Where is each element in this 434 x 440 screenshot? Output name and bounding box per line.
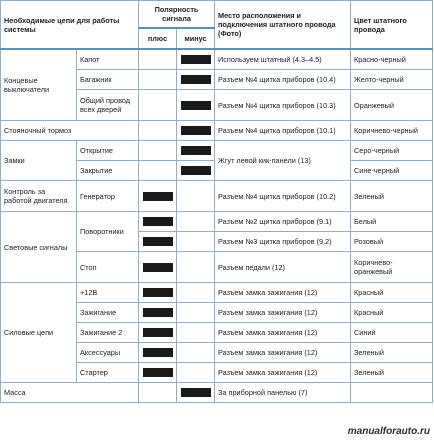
table-row [1, 49, 433, 70]
wire-color-cell: Зеленый [351, 363, 433, 383]
wire-color-cell [351, 383, 433, 403]
subsystem-cell: Стоп [77, 252, 139, 283]
polarity-marker [143, 288, 173, 297]
location-cell: Разъем №2 щитка приборов (9.1) [215, 212, 351, 232]
polarity-marker [143, 348, 173, 357]
plus-cell [139, 49, 177, 70]
header-systems: Необходимые цепи для работы системы [1, 1, 139, 50]
wire-color-cell: Синий [351, 323, 433, 343]
plus-cell [139, 70, 177, 90]
minus-cell [177, 161, 215, 181]
location-cell: Разъем №3 щитка приборов (9.2) [215, 232, 351, 252]
plus-cell [139, 141, 177, 161]
table-row [1, 121, 433, 141]
polarity-marker [143, 237, 173, 246]
location-cell: Разъем замка зажигания (12) [215, 343, 351, 363]
subsystem-cell: Открытие [77, 141, 139, 161]
location-cell: Используем штатный (4.3–4.5) [215, 49, 351, 70]
group-cell: Масса [1, 383, 139, 403]
subsystem-cell: Общий провод всех дверей [77, 90, 139, 121]
minus-cell [177, 252, 215, 283]
minus-cell [177, 212, 215, 232]
wire-color-cell: Розовый [351, 232, 433, 252]
table-row [1, 141, 433, 161]
minus-cell [177, 70, 215, 90]
location-cell: Разъем №4 щитка приборов (10.2) [215, 181, 351, 212]
polarity-marker [143, 328, 173, 337]
group-cell: Силовые цепи [1, 283, 77, 383]
polarity-marker [143, 368, 173, 377]
subsystem-cell: Зажигание [77, 303, 139, 323]
table-row [1, 283, 433, 303]
wire-color-cell: Желто-черный [351, 70, 433, 90]
polarity-marker [143, 263, 173, 272]
wire-color-cell: Серо-черный [351, 141, 433, 161]
table-row [1, 212, 433, 232]
minus-cell [177, 90, 215, 121]
table-row [1, 181, 433, 212]
header-minus: минус [177, 28, 215, 49]
location-cell: Разъем замка зажигания (12) [215, 323, 351, 343]
wire-color-cell: Красный [351, 303, 433, 323]
group-cell: Замки [1, 141, 77, 181]
wire-color-cell: Коричнево-черный [351, 121, 433, 141]
subsystem-cell: Капот [77, 49, 139, 70]
minus-cell [177, 49, 215, 70]
subsystem-cell: Генератор [77, 181, 139, 212]
group-cell: Световые сигналы [1, 212, 77, 283]
plus-cell [139, 323, 177, 343]
table-row [1, 383, 433, 403]
location-cell: Разъем замка зажигания (12) [215, 303, 351, 323]
group-cell: Стояночный тормоз [1, 121, 139, 141]
minus-cell [177, 363, 215, 383]
polarity-marker [181, 146, 211, 155]
wire-color-cell: Зеленый [351, 343, 433, 363]
location-cell: Разъем №4 щитка приборов (10.4) [215, 70, 351, 90]
wire-color-cell: Красно-черный [351, 49, 433, 70]
header-color: Цвет штатного провода [351, 1, 433, 50]
polarity-marker [181, 101, 211, 110]
wire-color-cell: Сине-черный [351, 161, 433, 181]
subsystem-cell: +12В [77, 283, 139, 303]
plus-cell [139, 283, 177, 303]
polarity-marker [143, 192, 173, 201]
location-cell: Жгут левой кик-панели (13) [215, 141, 351, 181]
header-plus: плюс [139, 28, 177, 49]
wire-color-cell: Коричнево-оранжевый [351, 252, 433, 283]
plus-cell [139, 90, 177, 121]
polarity-marker [181, 126, 211, 135]
subsystem-cell: Стартер [77, 363, 139, 383]
location-cell: За приборной панелью (7) [215, 383, 351, 403]
group-cell: Концевые выключатели [1, 49, 77, 121]
plus-cell [139, 181, 177, 212]
minus-cell [177, 303, 215, 323]
plus-cell [139, 343, 177, 363]
minus-cell [177, 232, 215, 252]
minus-cell [177, 181, 215, 212]
table-body [1, 49, 433, 403]
minus-cell [177, 383, 215, 403]
wire-color-cell: Белый [351, 212, 433, 232]
plus-cell [139, 383, 177, 403]
minus-cell [177, 283, 215, 303]
wire-color-cell: Зеленый [351, 181, 433, 212]
polarity-marker [181, 388, 211, 397]
plus-cell [139, 252, 177, 283]
polarity-marker [143, 308, 173, 317]
plus-cell [139, 161, 177, 181]
location-cell: Разъем замка зажигания (12) [215, 363, 351, 383]
subsystem-cell: Закрытие [77, 161, 139, 181]
polarity-marker [143, 217, 173, 226]
minus-cell [177, 121, 215, 141]
location-cell: Разъем №4 щитка приборов (10.3) [215, 90, 351, 121]
wire-color-cell: Красный [351, 283, 433, 303]
polarity-marker [181, 55, 211, 64]
location-cell: Разъем педали (12) [215, 252, 351, 283]
location-cell: Разъем №4 щитка приборов (10.1) [215, 121, 351, 141]
header-polarity: Полярность сигнала [139, 1, 215, 29]
header-location: Место расположения и подключения штатного провода (Фото) [215, 1, 351, 50]
watermark: manualforauto.ru [347, 426, 430, 437]
minus-cell [177, 141, 215, 161]
minus-cell [177, 323, 215, 343]
plus-cell [139, 232, 177, 252]
wire-color-cell: Оранжевый [351, 90, 433, 121]
subsystem-cell: Багажник [77, 70, 139, 90]
plus-cell [139, 303, 177, 323]
subsystem-cell: Зажигание 2 [77, 323, 139, 343]
location-cell: Разъем замка зажигания (12) [215, 283, 351, 303]
group-cell: Контроль за работой двигателя [1, 181, 77, 212]
minus-cell [177, 343, 215, 363]
plus-cell [139, 363, 177, 383]
plus-cell [139, 121, 177, 141]
polarity-marker [181, 75, 211, 84]
subsystem-cell: Поворотники [77, 212, 139, 252]
subsystem-cell: Аксессуары [77, 343, 139, 363]
plus-cell [139, 212, 177, 232]
polarity-marker [181, 166, 211, 175]
